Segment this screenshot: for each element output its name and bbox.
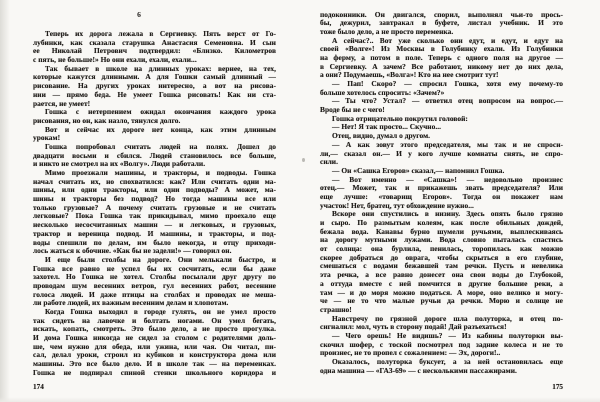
text-line: только грузовые? А почему считать грузовые и не считать: [33, 202, 276, 212]
text-line: а оттуда вместе с ней помчится в другие большие реки, а: [320, 278, 563, 288]
chapter-number: 6: [137, 10, 141, 19]
text-line: одна машина — «ГАЗ-69» — с несколькими пассажирами.: [320, 365, 517, 375]
text-line: — Вот именно — «Сашка»! — недовольно произнес: [332, 174, 563, 184]
text-line: воды спешили по делам, им было некогда, и отцу приходи-: [33, 237, 276, 247]
text-line: бы, дежурил, завтракал в буфете, листал учебник. И это: [320, 18, 563, 28]
text-line: — А как зовут этого председателя, мы так и не спроси-: [332, 139, 563, 149]
text-line: так сидеть на лавочке и болтать ногами. Он умел бегать,: [33, 315, 276, 325]
text-line: эта речка, а все равно донесет она свои воды до Глубокой,: [320, 270, 563, 280]
text-line: на дорогу мутными лужами. Вода словно пыталась спастись: [320, 235, 563, 245]
text-line: рисования, но он, как назло, тянулся долго.: [33, 115, 181, 125]
text-line: больше хотелось спросить: «Зачем?»: [320, 87, 445, 97]
text-line: И дома Гошка никогда не сидел за столом с родителями доль-: [33, 333, 276, 343]
right-page-text-column: [320, 11, 563, 376]
text-line: Гошка с нетерпением ожидал окончания каждого урока: [45, 107, 276, 117]
text-line: Навстречу по грязной дороге шла полуторка, и отец по-: [332, 313, 563, 323]
page-number-right: 175: [552, 383, 563, 391]
text-line: лубинки, как сказала старушка Анастасия Семеновна. И сын: [33, 37, 276, 47]
text-line: Мимо проезжали машины, и тракторы, и подводы. Гошка: [45, 168, 276, 177]
text-line: страшно!: [320, 304, 352, 314]
text-line: урокам!: [33, 133, 61, 143]
text-line: Гошка попробовал считать людей на полях. Дошел до: [45, 141, 276, 151]
text-line: а они? Подумаешь, «Волга»! Кто на нее смотрит тут!: [320, 70, 499, 80]
text-line: искать, копать, смотреть. Это было дело, а не просто прогулка.: [33, 324, 276, 334]
text-line: нии — прямо беда. Не умеет Гошка рисовать! Как ни ста-: [33, 89, 276, 99]
text-line: Вот и сейчас их дороге нет конца, как этим длинным: [45, 124, 276, 134]
text-line: Гошка все равно не успел бы их сосчитать, если бы даже: [33, 263, 276, 273]
text-line: двадцати восьми и сбился. Людей становилось все больше,: [33, 150, 276, 160]
text-line: Гошка отрицательно покрутил головой:: [332, 113, 468, 123]
text-line: Отец, видно, думал о другом.: [332, 131, 431, 141]
text-line: рается, не умеет!: [33, 98, 91, 108]
scan-smudge-artifact: [302, 158, 305, 162]
text-line: ли,— сказал он.— И у кого лучше комнаты снять, не спро-: [320, 148, 563, 158]
page-number-left: 174: [33, 383, 44, 391]
text-line: ее Николай Петрович подтвердил: «Близко. Километров: [33, 46, 276, 56]
text-line: Так бывает в школе на длинных уроках: вернее, на тех,: [45, 63, 276, 73]
text-line: трактор и вереница подвод. И машины, и тракторы, и под-: [33, 228, 276, 238]
text-line: Вскоре они спустились в низину. Здесь опять было грязно: [332, 209, 563, 219]
text-line: от солнца: она бурлила, пенилась, торопилась как можно: [320, 244, 563, 254]
text-line: скорее добраться до оврага, чтобы скрыться в его глубине,: [320, 252, 563, 262]
text-line: — Пап! Скоро? — спросил Гошка, хотя ему почему-то: [332, 79, 563, 88]
text-line: — Он «Сашка Егоров» сказал,— напомнил Гошка.: [332, 165, 505, 175]
text-line: машины. Это все было дело. И в школе так — на переменках.: [33, 359, 276, 369]
text-line: участок! Нет, братец, тут обхождение нужно...: [320, 200, 474, 210]
text-line: Гошка не подпирал спиной стенки школьного коридора и: [33, 367, 276, 377]
text-line: еще лучше: «товарищ Егоров». Тогда он покажет нам: [320, 191, 563, 201]
text-line: Теперь их дорога лежала в Сергиевку. Пять верст от Го-: [45, 29, 276, 38]
text-line: проводам шум весенних ветров, гул весенних работ, весенние: [33, 280, 276, 290]
text-line: тоже было дело, а не просто переменка.: [320, 26, 454, 36]
text-line: скочил шофер, с тоской посмотрел под задние колеса и не то: [320, 339, 563, 349]
text-line: Вроде бы не с чего!: [320, 105, 385, 115]
text-line: на ферму, а потом в поле. Теперь с одного поля на другое —: [320, 52, 563, 62]
text-line: бежала вода. Канавы бурно шумели ручьями, выплескиваясь: [320, 226, 563, 236]
scan-bottom-edge-shadow: [0, 397, 600, 402]
text-line: несколько несосчитанных машин — и легковых, и грузовых,: [33, 220, 276, 230]
text-line: легковые? Пока Гошка так прикидывал, мимо проехало еще: [33, 211, 276, 221]
text-line: произнес, не то пропел с сожалением: — Эх, дороги!..: [320, 348, 501, 358]
text-line: начал считать их, но спохватился: как? Или считать одни ма-: [33, 176, 276, 186]
text-line: голоса людей. И даже птицы на столбах и проводах не меша-: [33, 289, 276, 299]
text-line: — Нет! Я так просто... Скучно...: [332, 122, 442, 132]
text-line: и никто не смотрел на их «Волгу». Люди работали.: [33, 159, 206, 169]
text-line: сал, делал уроки, строил из кубиков и конструктора дома или: [33, 350, 276, 360]
left-page-text-column: [33, 30, 276, 378]
text-line: там — и до моря можно податься. А море, оно велико и могу-: [320, 287, 563, 297]
text-line: Оказалось, полуторка буксует, а за ней остановилась еще: [332, 357, 563, 366]
text-line: в Сергиевку. А зачем? Все работают, никому нет до них дела,: [320, 61, 563, 71]
text-line: лось жаться к обочине. «Как бы не задели!» — говорил он.: [33, 246, 232, 256]
scan-left-edge-shadow: [0, 0, 10, 402]
text-line: и сыро. По размытым колеям, как после обильных дождей,: [320, 218, 563, 227]
text-line: своей «Волге»! Из Москвы в Голубинку ехали. Из Голубинки: [320, 44, 563, 54]
text-line: сили.: [320, 157, 338, 167]
text-line: сигналил: мол, чуть в сторону подай! Дай разъехаться!: [320, 322, 507, 332]
text-line: А сейчас?.. Вот уже сколько они едут, и едут, и едут на: [332, 35, 563, 45]
text-line: смешаться с водами бежавшей там речки. Пусть и невелика: [320, 261, 563, 271]
text-line: рисование. На других уроках интересно, а вот на рисова-: [33, 81, 276, 91]
text-line: с пять, не больше!» Но они ехали, ехали, ехали...: [33, 55, 197, 65]
text-line: И еще были столбы на дороге. Они мелькали быстро, и: [45, 254, 276, 264]
text-line: шины и тракторы без подвод? Но тогда машины все или: [33, 194, 276, 204]
text-line: ли работе людей, их важным весенним делам и хлопотам.: [33, 298, 229, 308]
text-line: захотел. Но Гошка не хотел. Столбы посылали друг другу по: [33, 272, 276, 282]
text-line: которые кажутся длинными. А для Гошки самый длинный —: [33, 72, 276, 82]
text-line: отец.— Может, так и прикажешь звать председателя? Или: [320, 183, 563, 193]
text-line: ше, чем нужно для обеда, или ужина, или чая. Он читал, пи-: [33, 341, 276, 351]
text-line: — Чего орешь! Не видишь? — Из кабины полуторки вы-: [332, 330, 563, 340]
text-line: шины, или одни тракторы, или одни подводы? А может, ма-: [33, 185, 276, 195]
text-line: Когда Гошка выходил в городе гулять, он не умел просто: [45, 307, 276, 316]
text-line: че — не то что малые ручьи да речки. Морю и солнце не: [320, 296, 563, 306]
text-line: — Ты что? Устал? — ответил отец вопросом на вопрос.—: [332, 96, 563, 106]
text-line: подоконники. Он двигался, спорил, выполнял чьи-то прось-: [320, 9, 563, 19]
